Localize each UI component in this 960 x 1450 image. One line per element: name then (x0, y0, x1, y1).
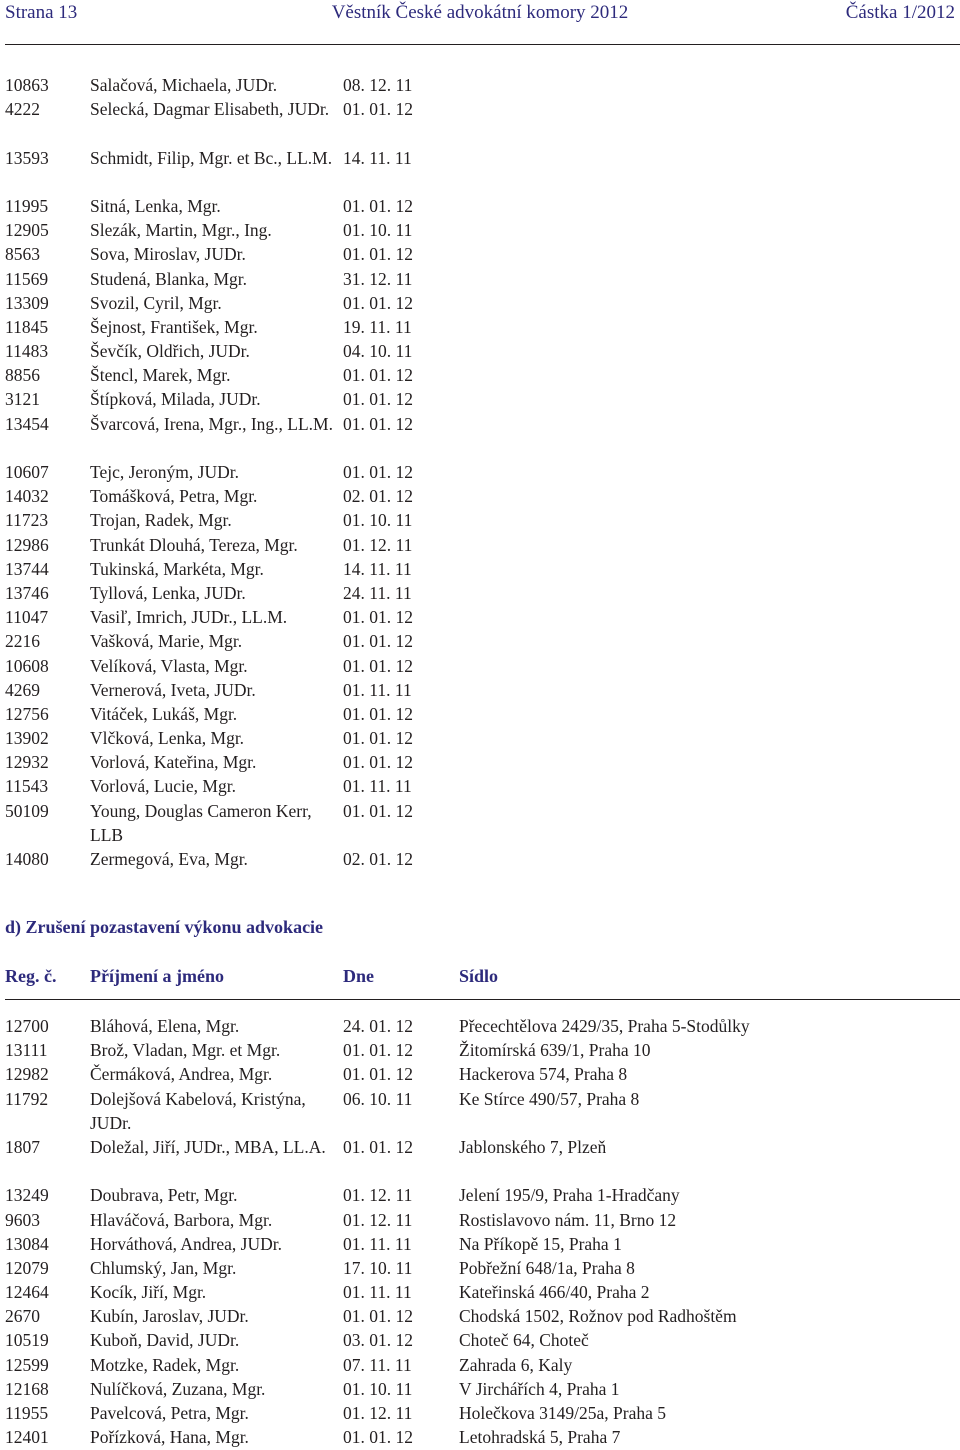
office-address: Na Příkopě 15, Praha 1 (459, 1233, 622, 1254)
date: 01. 01. 12 (343, 462, 413, 483)
date: 06. 10. 11 (343, 1088, 413, 1109)
reg-number: 12401 (5, 1427, 49, 1448)
date: 01. 11. 11 (343, 776, 412, 797)
reg-number: 11483 (5, 341, 49, 362)
lawyer-name: Pavelcová, Petra, Mgr. (90, 1403, 249, 1424)
date: 01. 01. 12 (343, 728, 413, 749)
lawyer-name: Pořízková, Hana, Mgr. (90, 1427, 249, 1448)
reg-number: 9603 (5, 1209, 40, 1230)
reg-number: 11792 (5, 1088, 49, 1109)
reg-number: 11845 (5, 316, 49, 337)
reg-number: 13249 (5, 1185, 49, 1206)
date: 01. 01. 12 (343, 1064, 413, 1085)
lawyer-name: Vernerová, Iveta, JUDr. (90, 679, 256, 700)
lawyer-name: Brož, Vladan, Mgr. et Mgr. (90, 1040, 281, 1061)
date: 01. 12. 11 (343, 1403, 413, 1424)
lawyer-name: Kocík, Jiří, Mgr. (90, 1282, 207, 1303)
date: 04. 10. 11 (343, 341, 413, 362)
reg-number: 12932 (5, 752, 49, 773)
office-address: Pobřežní 648/1a, Praha 8 (459, 1257, 635, 1278)
office-address: Chodská 1502, Rožnov pod Radhoštěm (459, 1306, 737, 1327)
lawyer-name: Young, Douglas Cameron Kerr, LLB (90, 800, 312, 845)
office-address: Choteč 64, Choteč (459, 1330, 589, 1351)
date: 01. 01. 12 (343, 244, 413, 265)
lawyer-name: Trunkát Dlouhá, Tereza, Mgr. (90, 534, 298, 555)
lawyer-name: Selecká, Dagmar Elisabeth, JUDr. (90, 99, 330, 120)
reg-number: 10608 (5, 655, 49, 676)
office-address: Hackerova 574, Praha 8 (459, 1064, 628, 1085)
date: 24. 01. 12 (343, 1016, 413, 1036)
date: 01. 11. 11 (343, 679, 412, 700)
lawyer-name: Vorlová, Lucie, Mgr. (90, 776, 236, 797)
table-header (5, 966, 960, 992)
reg-number: 8563 (5, 244, 40, 265)
reg-number: 12982 (5, 1064, 49, 1085)
lawyer-name: Švarcová, Irena, Mgr., Ing., LL.M. (90, 413, 333, 434)
reg-number: 12168 (5, 1378, 49, 1399)
office-address: Zahrada 6, Kaly (459, 1354, 573, 1375)
reg-number: 13084 (5, 1233, 49, 1254)
reg-number: 14080 (5, 849, 49, 870)
column-header-reg: Reg. č. (5, 966, 57, 986)
lawyer-name: Slezák, Martin, Mgr., Ing. (90, 220, 272, 241)
lawyer-name: Tomášková, Petra, Mgr. (90, 486, 258, 507)
column-header-sidlo: Sídlo (459, 966, 499, 986)
reg-number: 11569 (5, 268, 49, 289)
lawyer-name: Motzke, Radek, Mgr. (90, 1354, 240, 1375)
lawyer-name: Čermáková, Andrea, Mgr. (90, 1064, 273, 1085)
date: 01. 01. 12 (343, 607, 413, 628)
date: 01. 01. 12 (343, 800, 413, 821)
section-title: d) Zrušení pozastavení výkonu advokacie (5, 917, 324, 937)
date: 08. 12. 11 (343, 75, 413, 95)
reg-number: 4222 (5, 99, 40, 120)
date: 01. 01. 12 (343, 655, 413, 676)
reg-number: 3121 (5, 389, 40, 410)
lawyer-name: Studená, Blanka, Mgr. (90, 268, 247, 289)
date: 01. 10. 11 (343, 220, 413, 241)
date: 01. 12. 11 (343, 1209, 413, 1230)
lawyer-name: Schmidt, Filip, Mgr. et Bc., LL.M. (90, 147, 333, 168)
reg-number: 10519 (5, 1330, 49, 1351)
reg-number: 13902 (5, 728, 49, 749)
reg-number: 11723 (5, 510, 49, 531)
date: 01. 01. 12 (343, 99, 413, 120)
lawyer-name: Nulíčková, Zuzana, Mgr. (90, 1378, 266, 1399)
lawyer-name: Doležal, Jiří, JUDr., MBA, LL.A. (90, 1136, 326, 1157)
lawyer-name: Kuboň, David, JUDr. (90, 1330, 240, 1351)
office-address: Jablonského 7, Plzeň (459, 1136, 607, 1157)
reg-number: 2670 (5, 1306, 40, 1327)
date: 31. 12. 11 (343, 268, 413, 289)
date: 02. 01. 12 (343, 849, 413, 870)
lawyer-name: Šejnost, František, Mgr. (90, 316, 258, 337)
date: 14. 11. 11 (343, 147, 412, 168)
reg-number: 11543 (5, 776, 49, 797)
reg-number: 13111 (5, 1040, 48, 1061)
reg-number: 12464 (5, 1282, 49, 1303)
issue-number: Částka 1/2012 (845, 2, 955, 23)
date: 01. 01. 12 (343, 389, 413, 410)
date: 01. 01. 12 (343, 752, 413, 773)
reg-number: 4269 (5, 679, 40, 700)
lawyer-name: Vitáček, Lukáš, Mgr. (90, 703, 238, 724)
date: 01. 01. 12 (343, 1136, 413, 1157)
office-address: Holečkova 3149/25a, Praha 5 (459, 1403, 667, 1424)
date: 01. 01. 12 (343, 365, 413, 386)
date: 01. 01. 12 (343, 1306, 413, 1327)
reg-number: 11955 (5, 1403, 49, 1424)
date: 01. 10. 11 (343, 1378, 413, 1399)
reg-number: 13744 (5, 558, 49, 579)
reg-number: 14032 (5, 486, 49, 507)
reg-number: 11047 (5, 607, 49, 628)
reg-number: 12599 (5, 1354, 49, 1375)
reg-number: 12756 (5, 703, 49, 724)
lawyer-name: Velíková, Vlasta, Mgr. (90, 655, 248, 676)
date: 01. 01. 12 (343, 1040, 413, 1061)
reg-number: 10863 (5, 75, 49, 95)
date: 14. 11. 11 (343, 558, 412, 579)
lawyer-name: Bláhová, Elena, Mgr. (90, 1016, 240, 1036)
lawyer-name: Sitná, Lenka, Mgr. (90, 195, 221, 216)
journal-title: Věstník České advokátní komory 2012 (331, 2, 629, 23)
lawyer-name: Vorlová, Kateřina, Mgr. (90, 752, 257, 773)
date: 02. 01. 12 (343, 486, 413, 507)
page-number: Strana 13 (5, 2, 78, 23)
lawyer-name: Tyllová, Lenka, JUDr. (90, 582, 246, 603)
reg-number: 12905 (5, 220, 49, 241)
lawyer-name: Štípková, Milada, JUDr. (90, 389, 261, 410)
date: 01. 11. 11 (343, 1233, 412, 1254)
date: 07. 11. 11 (343, 1354, 412, 1375)
reg-number: 13746 (5, 582, 49, 603)
date: 01. 01. 12 (343, 703, 413, 724)
column-header-date: Dne (343, 966, 374, 986)
office-address: Rostislavovo nám. 11, Brno 12 (459, 1209, 677, 1230)
reg-number: 8856 (5, 365, 40, 386)
date: 01. 01. 12 (343, 413, 413, 434)
lawyer-name: Chlumský, Jan, Mgr. (90, 1257, 237, 1278)
lawyer-name: Kubín, Jaroslav, JUDr. (90, 1306, 249, 1327)
reg-number: 2216 (5, 631, 40, 652)
lawyer-name: Štencl, Marek, Mgr. (90, 365, 231, 386)
page-header (5, 2, 955, 28)
lawyer-name: Doubrava, Petr, Mgr. (90, 1185, 238, 1206)
office-address: Přecechtělova 2429/35, Praha 5-Stodůlky (459, 1016, 750, 1036)
office-address: Ke Stírce 490/57, Praha 8 (459, 1088, 640, 1109)
date: 01. 12. 11 (343, 534, 413, 555)
lawyer-name: Salačová, Michaela, JUDr. (90, 75, 278, 95)
lawyer-name: Vlčková, Lenka, Mgr. (90, 728, 245, 749)
lawyer-name: Tukinská, Markéta, Mgr. (90, 558, 264, 579)
reg-number: 13593 (5, 147, 49, 168)
date: 01. 01. 12 (343, 292, 413, 313)
lawyer-name: Svozil, Cyril, Mgr. (90, 292, 222, 313)
date: 17. 10. 11 (343, 1257, 413, 1278)
date: 01. 01. 12 (343, 195, 413, 216)
date: 01. 01. 12 (343, 631, 413, 652)
lawyer-name: Hlaváčová, Barbora, Mgr. (90, 1209, 273, 1230)
reg-number: 13454 (5, 413, 49, 434)
lawyer-name: Horváthová, Andrea, JUDr. (90, 1233, 282, 1254)
column-header-name: Příjmení a jméno (90, 966, 224, 986)
reg-number: 50109 (5, 800, 49, 821)
reg-number: 10607 (5, 462, 49, 483)
date: 03. 01. 12 (343, 1330, 413, 1351)
date: 24. 11. 11 (343, 582, 412, 603)
lawyer-name: Vasiľ, Imrich, JUDr., LL.M. (90, 607, 288, 628)
reg-number: 12986 (5, 534, 49, 555)
date: 01. 12. 11 (343, 1185, 413, 1206)
lawyer-name: Sova, Miroslav, JUDr. (90, 244, 246, 265)
office-address: Letohradská 5, Praha 7 (459, 1427, 621, 1448)
date: 01. 01. 12 (343, 1427, 413, 1448)
reg-number: 11995 (5, 195, 49, 216)
office-address: Žitomírská 639/1, Praha 10 (459, 1040, 651, 1061)
office-address: V Jirchářích 4, Praha 1 (459, 1378, 620, 1399)
office-address: Jelení 195/9, Praha 1-Hradčany (459, 1185, 680, 1206)
date: 01. 11. 11 (343, 1282, 412, 1303)
lawyer-name: Ševčík, Oldřich, JUDr. (90, 341, 250, 362)
date: 01. 10. 11 (343, 510, 413, 531)
reg-number: 1807 (5, 1136, 40, 1157)
reg-number: 13309 (5, 292, 49, 313)
reg-number: 12700 (5, 1016, 49, 1036)
table-header-divider (5, 999, 960, 1000)
lawyer-name: Dolejšová Kabelová, Kristýna, JUDr. (90, 1088, 306, 1133)
lawyer-name: Vašková, Marie, Mgr. (90, 631, 243, 652)
reg-number: 12079 (5, 1257, 49, 1278)
lawyer-name: Zermegová, Eva, Mgr. (90, 849, 248, 870)
date: 19. 11. 11 (343, 316, 412, 337)
lawyer-name: Tejc, Jeroným, JUDr. (90, 462, 239, 483)
office-address: Kateřinská 466/40, Praha 2 (459, 1282, 650, 1303)
header-divider (5, 44, 960, 45)
lawyer-name: Trojan, Radek, Mgr. (90, 510, 232, 531)
